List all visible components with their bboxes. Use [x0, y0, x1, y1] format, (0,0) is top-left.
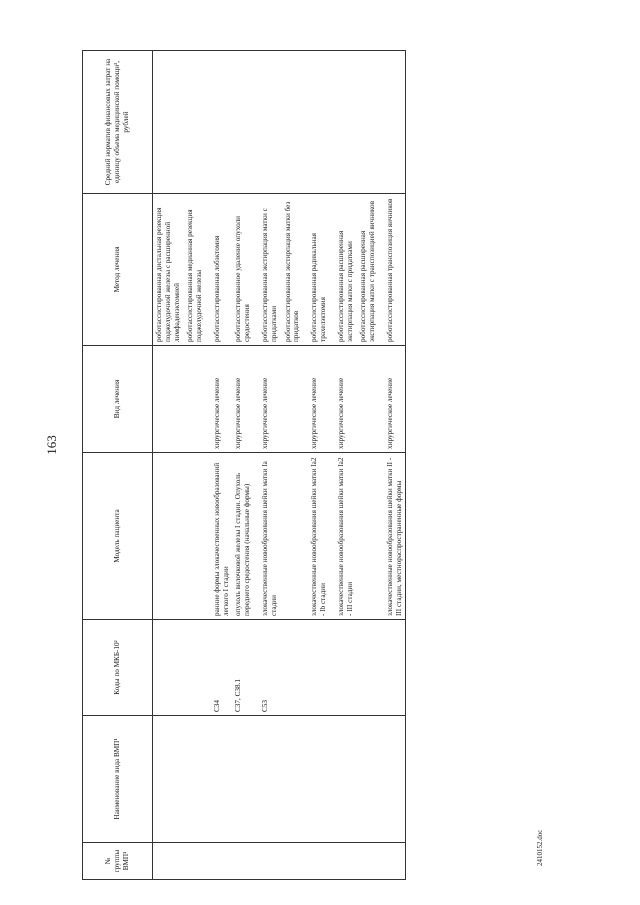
- table-row: [335, 51, 384, 880]
- cost-norm-cell: [335, 51, 384, 194]
- table-row: [259, 51, 308, 880]
- table-row: [211, 51, 233, 880]
- treatment-table: [82, 50, 406, 880]
- cost-norm-cell: [153, 51, 211, 194]
- header-treatment-method: Метод лечения: [83, 194, 153, 346]
- treatment-type-cell: хирургическое лечение: [211, 346, 233, 453]
- vmp-name-cell: [335, 716, 384, 843]
- treatment-method-cell: [384, 194, 406, 346]
- treatment-method: роботассистированная дистальная резекция поджелудочной железы с расширенной лимфаденэктомией: [155, 207, 181, 342]
- table-row: [153, 51, 211, 880]
- treatment-method: роботассистированная экстирпация матки без придатков: [283, 201, 301, 342]
- group-number-cell: [308, 843, 335, 880]
- group-number-cell: [259, 843, 308, 880]
- group-number-cell: [335, 843, 384, 880]
- icd-code-cell: [308, 620, 335, 716]
- treatment-type-cell: хирургическое лечение: [232, 346, 259, 453]
- document-code: 2410152.doc: [536, 829, 544, 866]
- patient-model-cell: ранние формы злокачественных новообразований легкого I стадии: [211, 453, 233, 620]
- icd-code-cell: [335, 620, 384, 716]
- treatment-method: роботассистированная экстирпация матки с придатками: [261, 208, 278, 342]
- treatment-method: роботассистированная медианная резекция поджелудочной железы: [186, 209, 204, 342]
- vmp-name-cell: [259, 716, 308, 843]
- treatment-method: роботассистированная расширенная экстирпация матки с придатками: [336, 230, 354, 342]
- treatment-type-cell: хирургическое лечение: [259, 346, 308, 453]
- patient-model-cell: [153, 453, 211, 620]
- header-group-number: № группы ВМП¹: [83, 843, 153, 880]
- header-vmp-name: Наименование вида ВМП¹: [83, 716, 153, 843]
- vmp-name-cell: [232, 716, 259, 843]
- header-cost-norm: Средний норматив финансовых затрат на единицу объема медицинской помощи³, рублей: [83, 51, 153, 194]
- treatment-method: роботассистированная расширенная экстирпация матки с транспозицией яичников: [359, 200, 377, 342]
- patient-model-cell: злокачественные новообразования шейки матки Ia стадии: [259, 453, 308, 620]
- treatment-type-cell: хирургическое лечение: [335, 346, 384, 453]
- treatment-method-cell: [211, 194, 233, 346]
- group-number-cell: [232, 843, 259, 880]
- group-number-cell: [211, 843, 233, 880]
- treatment-method-cell: [259, 194, 308, 346]
- header-treatment-type: Вид лечения: [83, 346, 153, 453]
- treatment-type-cell: хирургическое лечение: [384, 346, 406, 453]
- vmp-name-cell: [153, 716, 211, 843]
- treatment-method-cell: [308, 194, 335, 346]
- treatment-method: роботассистированная радикальная трахелэктомия: [310, 233, 327, 342]
- treatment-type-cell: хирургическое лечение: [308, 346, 335, 453]
- icd-code-cell: C34: [211, 620, 233, 716]
- cost-norm-cell: [232, 51, 259, 194]
- patient-model-cell: злокачественные новообразования шейки матки II - III стадии, местнораспространенные формы: [384, 453, 406, 620]
- treatment-method: роботассистированное удаление опухоли средостения: [234, 216, 252, 342]
- cost-norm-cell: [259, 51, 308, 194]
- cost-norm-cell: [211, 51, 233, 194]
- treatment-table-container: [82, 58, 602, 880]
- icd-code-cell: [384, 620, 406, 716]
- treatment-method: роботассистированная лобэктомия: [212, 235, 221, 342]
- icd-code-cell: C37, C38.1: [232, 620, 259, 716]
- table-row: [232, 51, 259, 880]
- header-patient-model: Модель пациента: [83, 453, 153, 620]
- page-number: 163: [44, 435, 59, 455]
- table-row: [384, 51, 406, 880]
- treatment-method-cell: [153, 194, 211, 346]
- patient-model-cell: злокачественные новообразования шейки матки Ia2 - Ib стадии: [308, 453, 335, 620]
- group-number-cell: [153, 843, 211, 880]
- treatment-method-cell: [232, 194, 259, 346]
- cost-norm-cell: [384, 51, 406, 194]
- patient-model-cell: злокачественные новообразования шейки матки Ia2 - III стадии: [335, 453, 384, 620]
- group-number-cell: [384, 843, 406, 880]
- cost-norm-cell: [308, 51, 335, 194]
- icd-code-cell: [153, 620, 211, 716]
- icd-code-cell: C53: [259, 620, 308, 716]
- vmp-name-cell: [384, 716, 406, 843]
- treatment-type-cell: [153, 346, 211, 453]
- vmp-name-cell: [211, 716, 233, 843]
- table-header-row: [83, 51, 153, 880]
- vmp-name-cell: [308, 716, 335, 843]
- treatment-method: роботассистированная транспозиция яичников: [385, 198, 394, 342]
- treatment-method-cell: [335, 194, 384, 346]
- header-icd-codes: Коды по МКБ-10²: [83, 620, 153, 716]
- patient-model-cell: опухоль вилочковой железы I стадии. Опухоль переднего средостения (начальные формы): [232, 453, 259, 620]
- table-row: [308, 51, 335, 880]
